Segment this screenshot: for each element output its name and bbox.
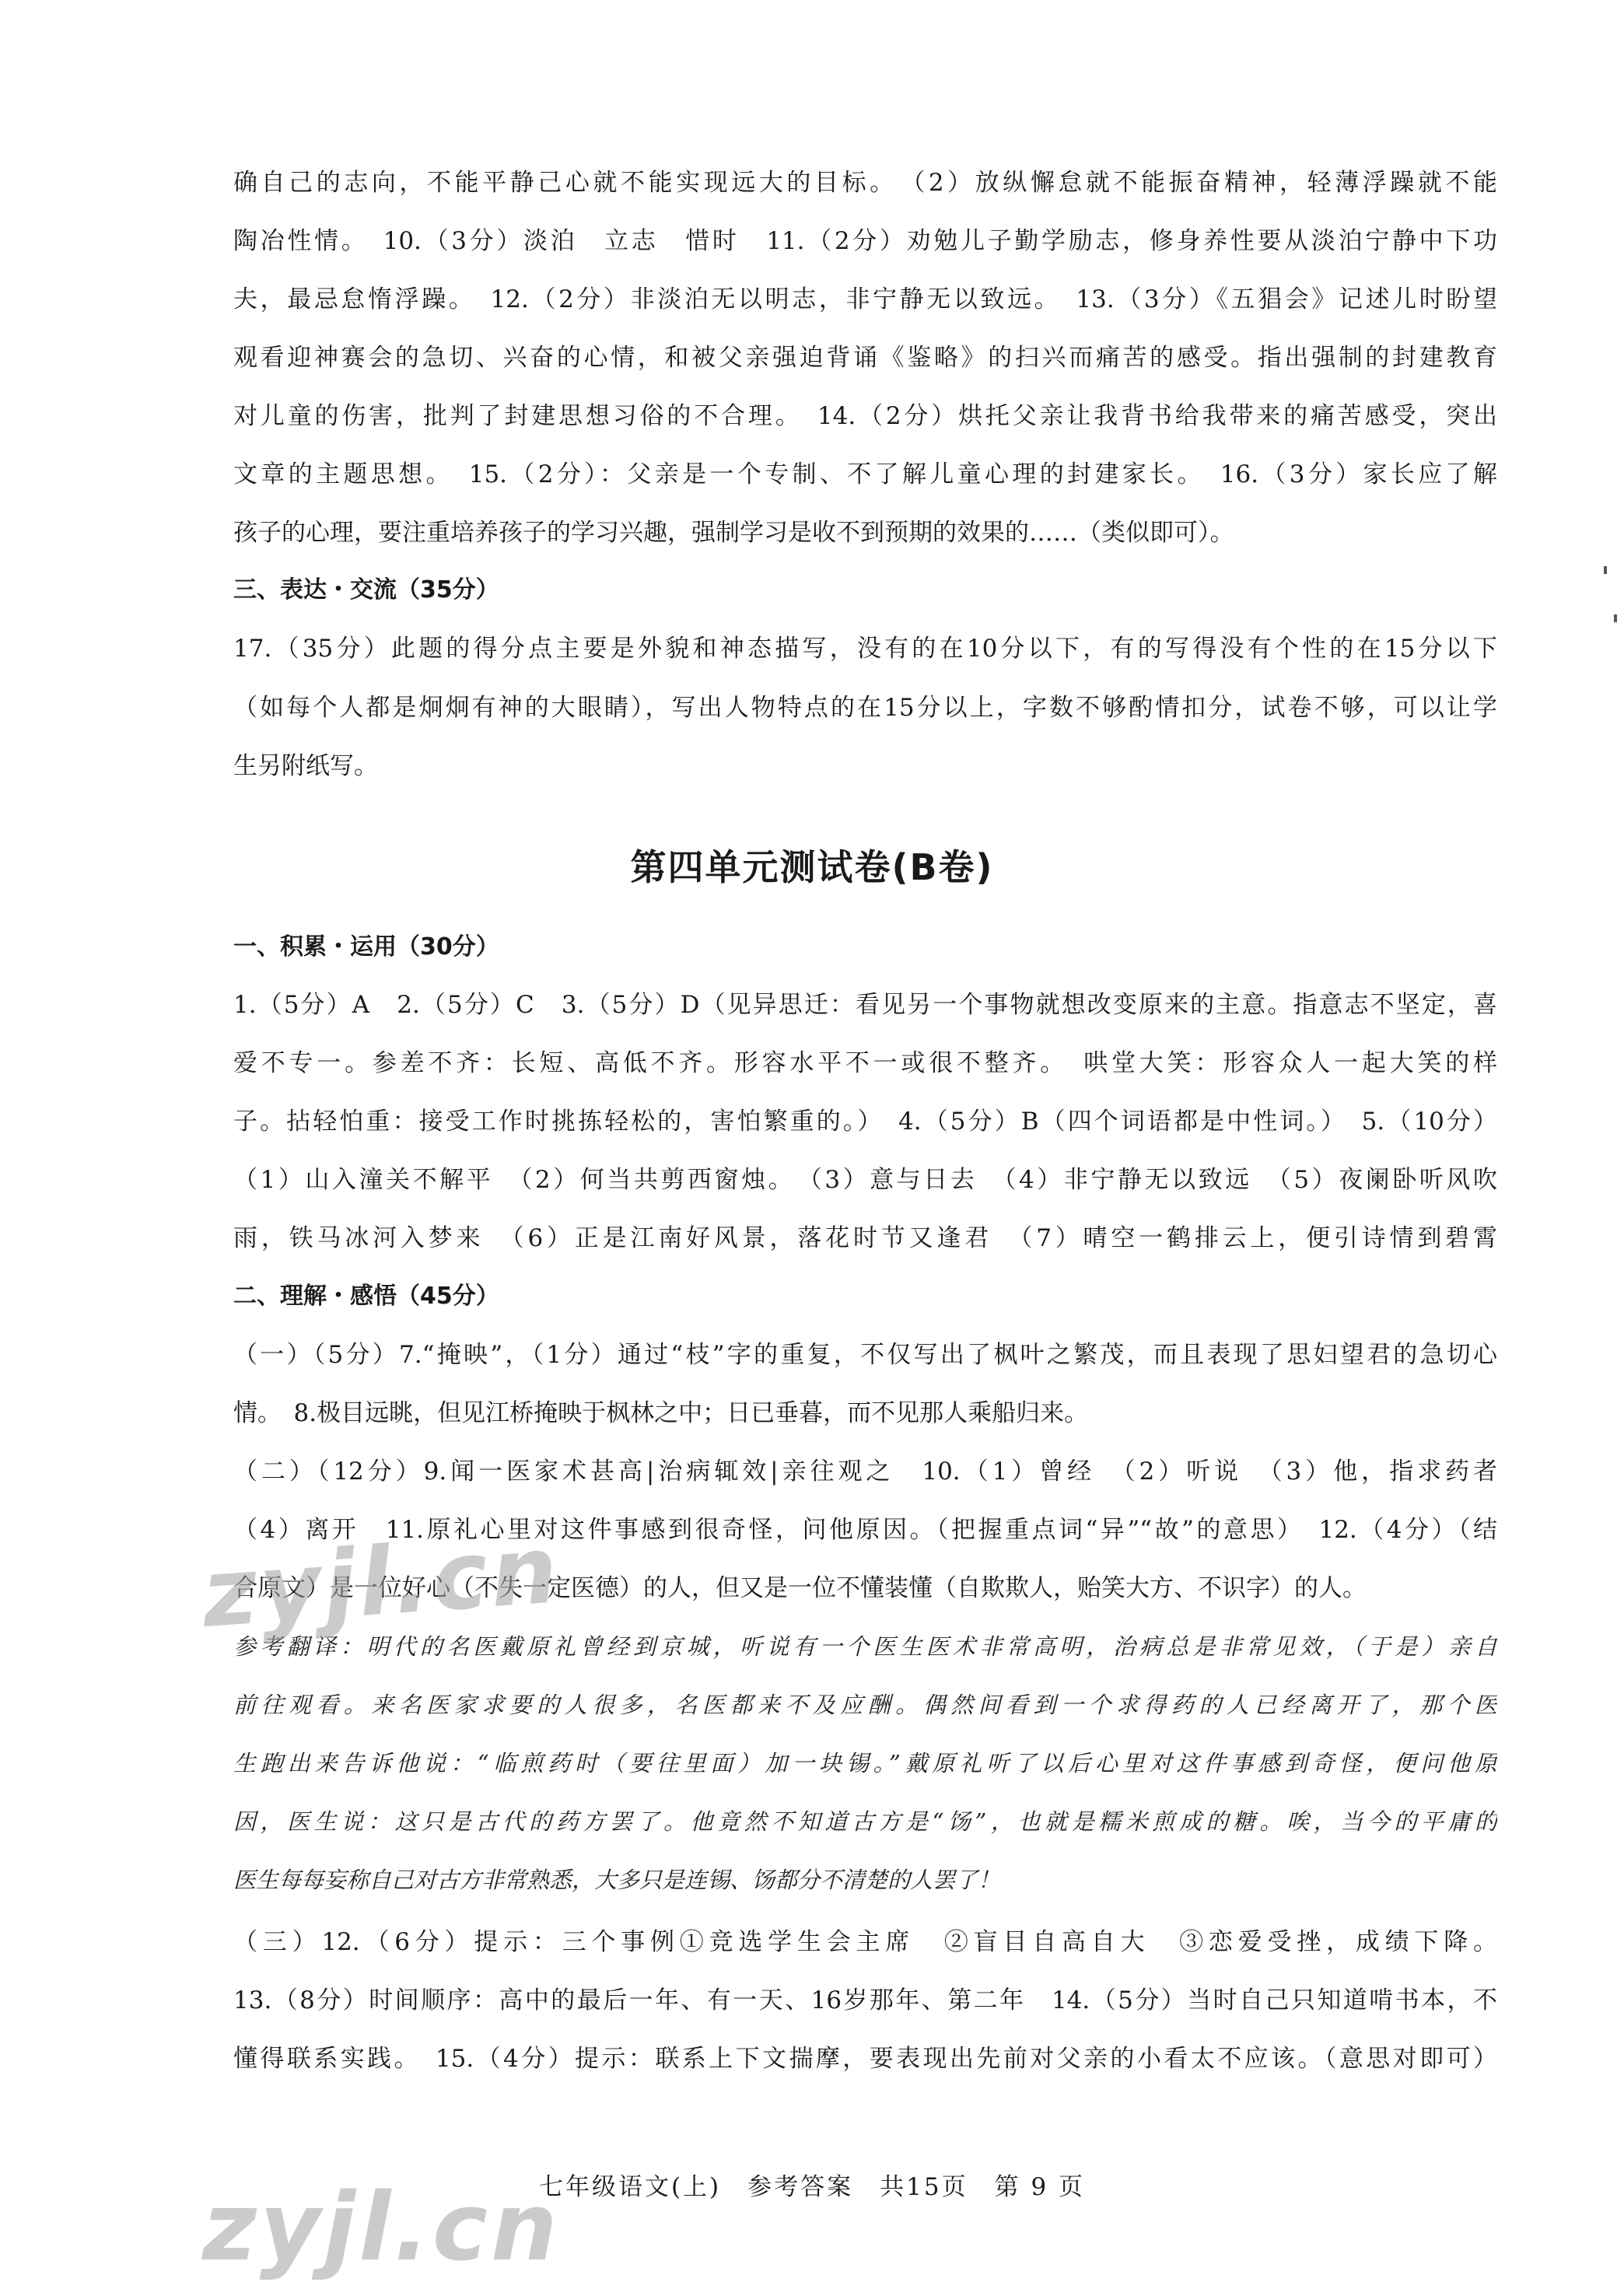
text-line: 雨，铁马冰河入梦来 （6）正是江南好风景，落花时节又逢君 （7）晴空一鹤排云上，便引诗情到碧霄 — [233, 1224, 1497, 1252]
scan-speck — [1604, 566, 1607, 574]
text-line: （4）离开 11.原礼心里对这件事感到很奇怪，问他原因。（把握重点词“异”“故”的意思） 12.（4分）（结 — [233, 1516, 1497, 1544]
translation-line: 参考翻译：明代的名医戴原礼曾经到京城，听说有一个医生医术非常高明，治病总是非常见效，（于是）亲自 — [233, 1633, 1497, 1660]
text-line: 孩子的心理，要注重培养孩子的学习兴趣，强制学习是收不到预期的效果的……（类似即可）。 — [233, 519, 1234, 547]
text-line: （如每个人都是炯炯有神的大眼睛），写出人物特点的在15分以上，字数不够酌情扣分，试卷不够，可以让学 — [233, 694, 1497, 722]
page-footer: 七年级语文(上) 参考答案 共15页 第 9 页 — [538, 2173, 1086, 2201]
text-line: （1）山入潼关不解平 （2）何当共剪西窗烛。 （3）意与日去 （4）非宁静无以致远 （5）夜阑卧听风吹 — [233, 1166, 1497, 1194]
text-line: （一）（5分）7.“掩映”，（1分）通过“枝”字的重复，不仅写出了枫叶之繁茂，而且表现了思妇望君的急切心 — [233, 1341, 1497, 1369]
translation-line: 因，医生说：这只是古代的药方罢了。他竟然不知道古方是“饧”，也就是糯米煎成的糖。唉，当今的平庸的 — [233, 1808, 1497, 1835]
text-line: 爱不专一。参差不齐：长短、高低不齐。形容水平不一或很不整齐。 哄堂大笑：形容众人一起大笑的样 — [233, 1049, 1497, 1077]
text-line: 子。拈轻怕重：接受工作时挑拣轻松的，害怕繁重的。） 4.（5分）B（四个词语都是中性词。） 5.（10分） — [233, 1108, 1497, 1136]
text-line: 文章的主题思想。 15.（2分）：父亲是一个专制、不了解儿童心理的封建家长。 16.（3分）家长应了解 — [233, 460, 1497, 488]
watermark: zyjl.cn — [202, 2174, 561, 2282]
text-line: 13.（8分）时间顺序：高中的最后一年、有一天、16岁那年、第二年 14.（5分）当时自己只知道啃书本，不 — [233, 1986, 1497, 2014]
page-title: 第四单元测试卷(B卷) — [630, 846, 994, 888]
text-line: 1.（5分）A 2.（5分）C 3.（5分）D（见异思迁：看见另一个事物就想改变原来的主意。指意志不坚定，喜 — [233, 991, 1497, 1019]
section-heading: 三、表达・交流（35分） — [233, 576, 499, 604]
text-line: （二）（12分）9.闻一医家术甚高|治病辄效|亲往观之 10.（1）曾经 （2）听说 （3）他，指求药者 — [233, 1458, 1497, 1486]
text-line: 确自己的志向，不能平静己心就不能实现远大的目标。 （2）放纵懈怠就不能振奋精神，轻薄浮躁就不能 — [233, 169, 1497, 197]
watermark: zyjl.cn — [198, 1516, 564, 1649]
text-line: 观看迎神赛会的急切、兴奋的心情，和被父亲强迫背诵《鉴略》的扫兴而痛苦的感受。指出强制的封建教育 — [233, 344, 1497, 372]
text-line: 17.（35分）此题的得分点主要是外貌和神态描写，没有的在10分以下，有的写得没有个性的在15分以下 — [233, 635, 1497, 663]
text-line: 情。 8.极目远眺，但见江桥掩映于枫林之中；日已垂暮，而不见那人乘船归来。 — [233, 1399, 1089, 1427]
text-line: 合原文）是一位好心（不失一定医德）的人，但又是一位不懂装懂（自欺欺人，贻笑大方、不识字）的人。 — [233, 1574, 1367, 1602]
text-line: （三）12.（6分）提示：三个事例①竞选学生会主席 ②盲目自高自大 ③恋爱受挫，成绩下降。 — [233, 1928, 1497, 1956]
translation-line: 前往观看。来名医家求要的人很多，名医都来不及应酬。偶然间看到一个求得药的人已经离开了，那个医 — [233, 1692, 1497, 1718]
translation-line: 医生每每妄称自己对古方非常熟悉，大多只是连锡、饧都分不清楚的人罢了！ — [233, 1867, 1001, 1893]
scan-speck — [1614, 614, 1617, 622]
text-line: 生另附纸写。 — [233, 752, 378, 780]
translation-line: 生跑出来告诉他说：“临煎药时（要往里面）加一块锡。”戴原礼听了以后心里对这件事感到奇怪，便问他原 — [233, 1750, 1497, 1776]
section-heading: 二、理解・感悟（45分） — [233, 1283, 499, 1310]
text-line: 懂得联系实践。 15.（4分）提示：联系上下文揣摩，要表现出先前对父亲的小看太不应该。（意思对即可） — [233, 2045, 1497, 2073]
text-line: 夫，最忌怠惰浮躁。 12.（2分）非淡泊无以明志，非宁静无以致远。 13.（3分）《五猖会》记述儿时盼望 — [233, 285, 1497, 313]
text-line: 对儿童的伤害，批判了封建思想习俗的不合理。 14.（2分）烘托父亲让我背书给我带来的痛苦感受，突出 — [233, 402, 1497, 430]
section-heading: 一、积累・运用（30分） — [233, 933, 499, 961]
text-line: 陶冶性情。 10.（3分）淡泊 立志 惜时 11.（2分）劝勉儿子勤学励志，修身养性要从淡泊宁静中下功 — [233, 227, 1497, 255]
